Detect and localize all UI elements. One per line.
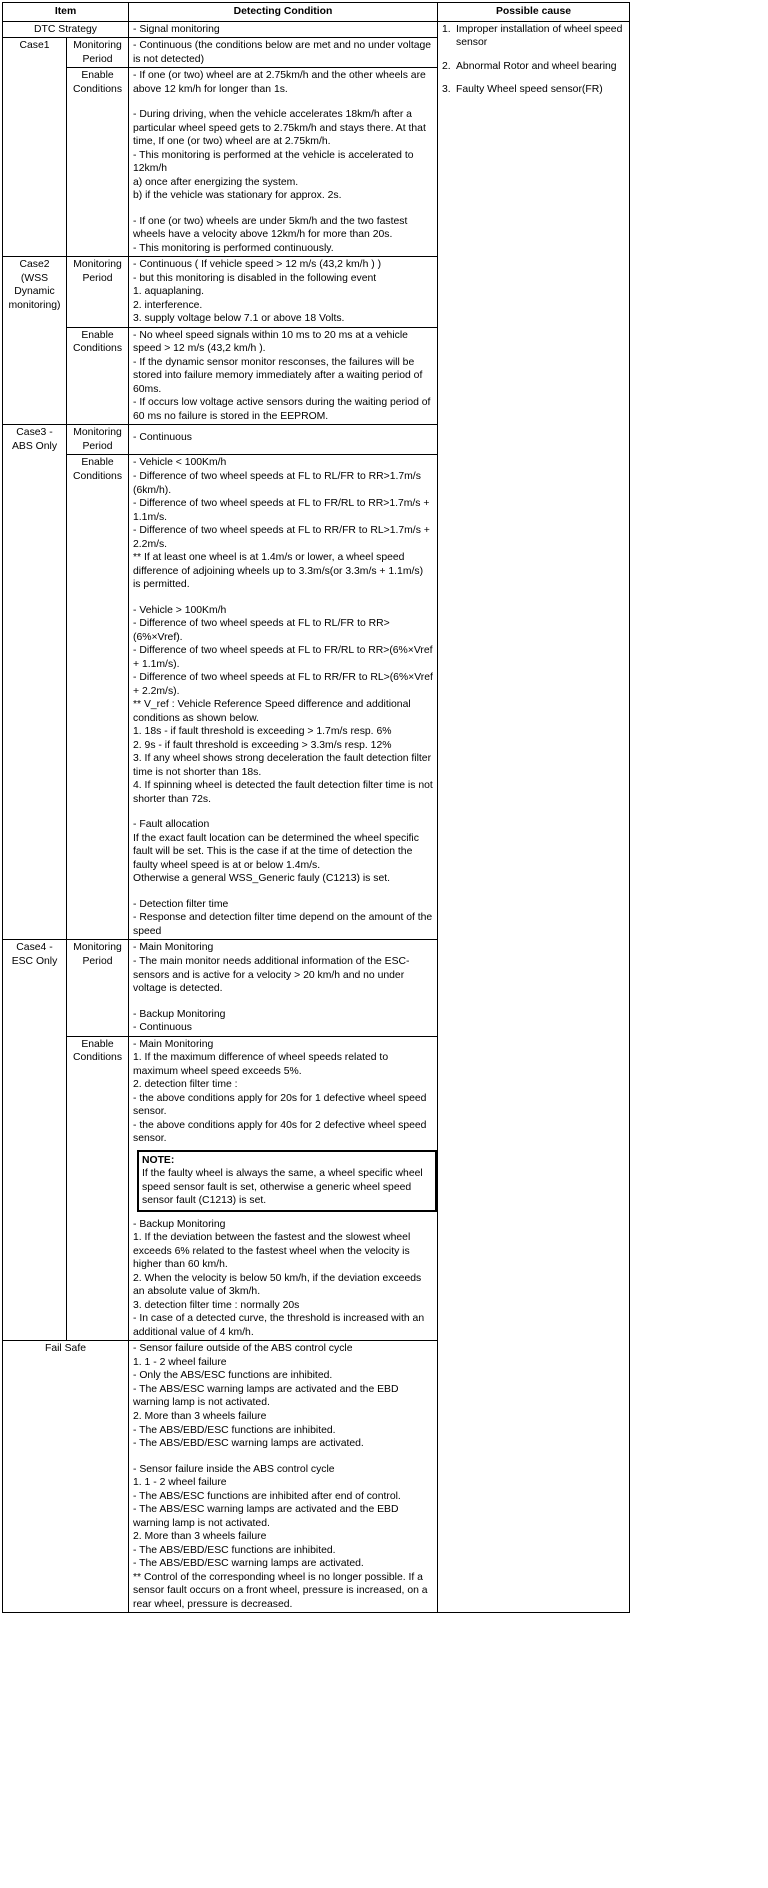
condition-line: 2. When the velocity is below 50 km/h, if the deviation exceeds an absolute value of 3km/h. (133, 1272, 422, 1298)
case3-enable-text (129, 455, 438, 940)
condition-line: ** V_ref : Vehicle Reference Speed difference and additional conditions as shown below. (133, 699, 411, 724)
condition-line: - Vehicle < 100Km/h (133, 457, 227, 469)
condition-line: - If the dynamic sensor monitor resconses, the failures will be stored into failure memory immediately after a waiting period of 60ms. (133, 356, 423, 395)
condition-line: - This monitoring is performed at the vehicle is accelerated to 12km/h (133, 149, 414, 175)
condition-line: 2. More than 3 wheels failure (133, 1531, 267, 1543)
condition-line: - Vehicle > 100Km/h (133, 604, 227, 616)
condition-line: - the above conditions apply for 40s for 2 defective wheel speed sensor. (133, 1119, 427, 1145)
case4-enable-text (129, 1036, 438, 1341)
condition-line: 2. More than 3 wheels failure (133, 1410, 267, 1422)
condition-line: - Sensor failure inside the ABS control cycle (133, 1463, 335, 1475)
condition-line: - but this monitoring is disabled in the following event (133, 272, 377, 284)
header-item: Item (3, 3, 129, 22)
condition-line: 1. If the deviation between the fastest and the slowest wheel exceeds 6% related to the fastest wheel when the velocity is higher than 60 km/h. (133, 1232, 411, 1271)
condition-line: 4. If spinning wheel is detected the fault detection filter time is not shorter than 72s. (133, 780, 433, 805)
case4-monitoring-label: Monitoring Period (67, 940, 129, 1036)
condition-line: 1. If the maximum difference of wheel speeds related to maximum wheel speed exceeds 5%. (133, 1052, 389, 1077)
condition-line: - The ABS/EBD/ESC warning lamps are activated. (133, 1558, 364, 1570)
block-gap (133, 886, 433, 898)
case3-enable-label: Enable Conditions (67, 455, 129, 940)
condition-line: - The ABS/ESC warning lamps are activated and the EBD warning lamp is not activated. (133, 1504, 399, 1529)
case1-monitoring-text (129, 38, 438, 68)
condition-block (133, 69, 433, 96)
case2-monitoring-text (129, 257, 438, 328)
possible-cause-item (442, 83, 625, 97)
condition-line: - The ABS/EBD/ESC functions are inhibited. (133, 1424, 336, 1436)
condition-line: - Continuous (133, 1022, 192, 1034)
condition-line: - Continuous (133, 432, 192, 444)
possible-cause-text: Faulty Wheel speed sensor(FR) (456, 84, 603, 96)
condition-line: - Difference of two wheel speeds at FL to RL/FR to RR>(6%×Vref). (133, 618, 390, 643)
case1-enable-text (129, 68, 438, 257)
condition-line: - During driving, when the vehicle accelerates 18km/h after a particular wheel speed gets to 2.75km/h and stays there. At that time, If one (or two) wheel are at 2.75km/h. (133, 109, 426, 148)
condition-block (133, 108, 433, 203)
dtc-strategy-value: - Signal monitoring (129, 21, 438, 38)
possible-cause-text: Abnormal Rotor and wheel bearing (456, 60, 617, 72)
case2-label: Case2 (WSS Dynamic monitoring) (3, 257, 67, 425)
condition-line: - Continuous (the conditions below are met and no under voltage is not detected) (133, 40, 432, 65)
dtc-strategy-label: DTC Strategy (3, 21, 129, 38)
possible-cause-list (442, 23, 625, 97)
condition-line: - Backup Monitoring (133, 1008, 226, 1020)
condition-line: - The main monitor needs additional information of the ESC-sensors and is active for a velocity > 20 km/h and no under voltage is detected. (133, 956, 410, 995)
block-gap (133, 96, 433, 108)
condition-line: 1. 18s - if fault threshold is exceeding > 1.7m/s resp. 6% (133, 726, 392, 738)
condition-block (133, 818, 433, 886)
condition-line: - Continuous ( If vehicle speed > 12 m/s (43,2 km/h ) ) (133, 259, 382, 271)
condition-line: 1. 1 - 2 wheel failure (133, 1356, 227, 1368)
condition-line: - If one (or two) wheels are under 5km/h and the two fastest wheels have a velocity above 12km/h for more than 20s. (133, 215, 408, 241)
block-gap (133, 996, 433, 1008)
possible-cause-item (442, 23, 625, 50)
case3-label: Case3 -ABS Only (3, 425, 67, 940)
condition-line: - The ABS/ESC warning lamps are activated and the EBD warning lamp is not activated. (133, 1383, 399, 1409)
condition-line: b) if the vehicle was stationary for approx. 2s. (133, 190, 342, 202)
case1-monitoring-label: Monitoring Period (67, 38, 129, 68)
condition-line: 1. aquaplaning. (133, 286, 205, 298)
case2-enable-label: Enable Conditions (67, 327, 129, 425)
header-cause: Possible cause (438, 3, 630, 22)
condition-line: - Difference of two wheel speeds at FL to RL/FR to RR>1.7m/s (6km/h). (133, 470, 421, 496)
case4-enable-label: Enable Conditions (67, 1036, 129, 1341)
condition-line: Otherwise a general WSS_Generic fauly (C1213) is set. (133, 873, 390, 885)
dtc-spec-table (2, 2, 630, 1613)
note-text: If the faulty wheel is always the same, a wheel specific wheel speed sensor fault is set, otherwise a generic wheel speed sensor fault (C1213) is set. (142, 1168, 423, 1207)
condition-block (133, 456, 433, 591)
condition-line: - Sensor failure outside of the ABS control cycle (133, 1343, 353, 1355)
condition-block (133, 604, 433, 807)
condition-line: 3. supply voltage below 7.1 or above 18 Volts. (133, 313, 345, 325)
condition-line: If the exact fault location can be determined the wheel specific fault will be set. This is the case if at the time of detection the faulty wheel speed is at or below 1.4m/s. (133, 832, 419, 871)
condition-line: 3. detection filter time : normally 20s (133, 1299, 300, 1311)
case1-label: Case1 (3, 38, 67, 257)
condition-block (133, 215, 433, 256)
condition-line: 2. interference. (133, 299, 203, 311)
condition-line: - No wheel speed signals within 10 ms to 20 ms at a vehicle speed > 12 m/s (43,2 km/h ). (133, 329, 408, 355)
case3-monitoring-text (129, 425, 438, 455)
case1-enable-label: Enable Conditions (67, 68, 129, 257)
fail-safe-text (129, 1341, 438, 1613)
condition-block (133, 1463, 433, 1612)
condition-line: - Response and detection filter time depend on the amount of the speed (133, 912, 433, 937)
possible-cause-cell (438, 21, 630, 1613)
possible-cause-number: 2. (442, 60, 451, 72)
condition-line: 3. If any wheel shows strong deceleration the fault detection filter time is not shorter than 18s. (133, 753, 432, 778)
condition-line: - Main Monitoring (133, 1038, 214, 1050)
condition-line: - Only the ABS/ESC functions are inhibited. (133, 1370, 333, 1382)
possible-cause-number: 1. (442, 23, 451, 35)
case2-monitoring-label: Monitoring Period (67, 257, 129, 328)
condition-line: - Main Monitoring (133, 942, 214, 954)
condition-line: - The ABS/EBD/ESC functions are inhibited. (133, 1544, 336, 1556)
condition-line: - Difference of two wheel speeds at FL to FR/RL to RR>(6%×Vref + 1.1m/s). (133, 645, 433, 670)
condition-block (133, 1342, 433, 1450)
condition-line: - Backup Monitoring (133, 1218, 226, 1230)
block-gap (133, 203, 433, 215)
possible-cause-item (442, 60, 625, 74)
block-gap (133, 806, 433, 818)
condition-line: - If occurs low voltage active sensors during the waiting period of 60 ms no failure is stored in the EEPROM. (133, 397, 431, 422)
condition-line: - Difference of two wheel speeds at FL to RR/FR to RL>1.7m/s + 2.2m/s. (133, 525, 430, 550)
condition-line: 2. 9s - if fault threshold is exceeding > 3.3m/s resp. 12% (133, 739, 392, 751)
block-gap (133, 592, 433, 604)
condition-line: - Difference of two wheel speeds at FL to RR/FR to RL>(6%×Vref + 2.2m/s). (133, 672, 433, 697)
condition-block (133, 1008, 433, 1035)
fail-safe-label: Fail Safe (3, 1341, 129, 1613)
header-condition: Detecting Condition (129, 3, 438, 22)
case2-enable-text (129, 327, 438, 425)
condition-line: ** Control of the corresponding wheel is no longer possible. If a sensor fault occurs on a front wheel, pressure is increased, on a rear wheel, pressure is decreased. (133, 1571, 428, 1610)
note-box (137, 1150, 437, 1212)
case4-label: Case4 -ESC Only (3, 940, 67, 1341)
condition-line: 2. detection filter time : (133, 1079, 238, 1091)
block-gap (133, 1451, 433, 1463)
condition-line: - If one (or two) wheel are at 2.75km/h and the other wheels are above 12 km/h for longer than 1s. (133, 70, 426, 95)
note-title: NOTE: (142, 1154, 175, 1166)
possible-cause-number: 3. (442, 84, 451, 96)
condition-line: - This monitoring is performed continuously. (133, 242, 334, 254)
condition-block (133, 941, 433, 995)
header-row (3, 3, 630, 22)
condition-block (133, 898, 433, 939)
condition-line: - the above conditions apply for 20s for 1 defective wheel speed sensor. (133, 1092, 427, 1118)
condition-line: a) once after energizing the system. (133, 176, 299, 188)
condition-line: - Fault allocation (133, 819, 210, 831)
possible-cause-text: Improper installation of wheel speed sensor (456, 23, 623, 49)
condition-line: - Difference of two wheel speeds at FL to FR/RL to RR>1.7m/s + 1.1m/s. (133, 498, 430, 523)
condition-line: - Detection filter time (133, 898, 229, 910)
condition-line: - The ABS/EBD/ESC warning lamps are activated. (133, 1438, 364, 1450)
case3-monitoring-label: Monitoring Period (67, 425, 129, 455)
condition-line: ** If at least one wheel is at 1.4m/s or lower, a wheel speed difference of adjoining wheels up to 3.3m/s(or 3.3m/s + 1.1m/s) is permitted. (133, 552, 424, 591)
condition-line: - In case of a detected curve, the threshold is increased with an additional value of 4 km/h. (133, 1313, 425, 1338)
dtc-strategy-row (3, 21, 630, 38)
case4-monitoring-text (129, 940, 438, 1036)
condition-line: 1. 1 - 2 wheel failure (133, 1477, 227, 1489)
condition-line: - The ABS/ESC functions are inhibited after end of control. (133, 1490, 401, 1502)
